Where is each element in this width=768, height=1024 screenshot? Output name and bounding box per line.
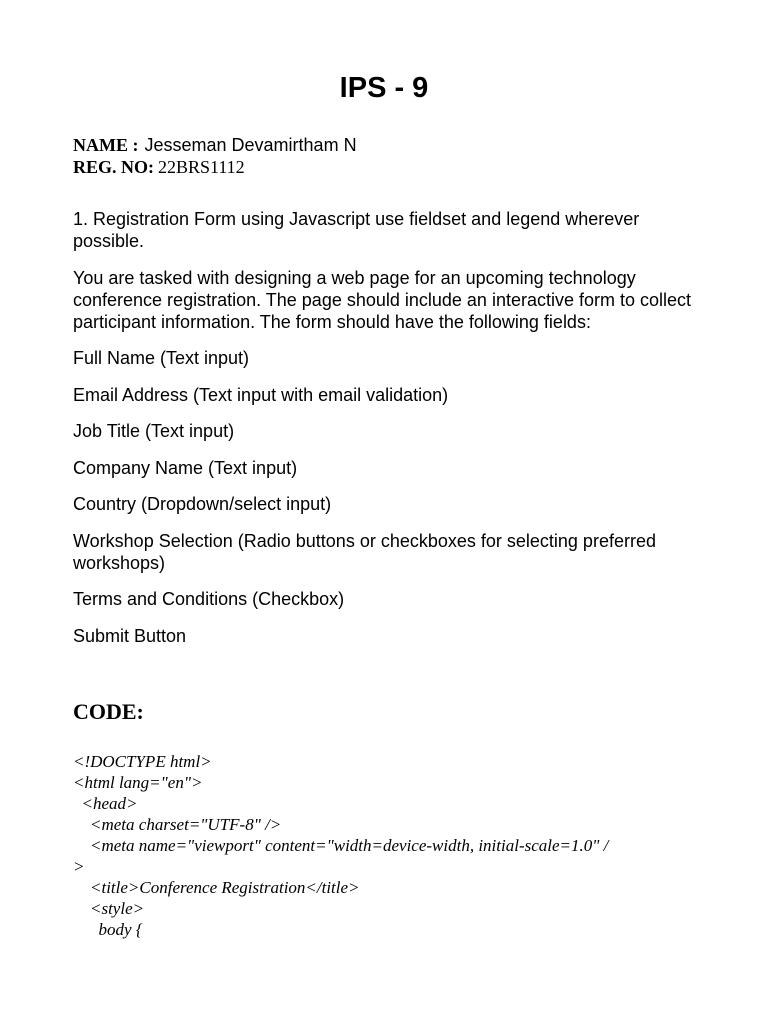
student-info: [73, 134, 357, 178]
task-description: You are tasked with designing a web page for an upcoming technology conference registration. The page should include an interactive form to collect participant information. The form should have the following fields:: [73, 267, 692, 332]
code-line: body {: [73, 920, 143, 939]
code-line: <title>Conference Registration</title>: [73, 878, 360, 897]
reg-value: 22BRS1112: [158, 157, 245, 177]
reg-row: [73, 156, 357, 178]
field-workshop-selection: Workshop Selection (Radio buttons or checkboxes for selecting preferred workshops): [73, 530, 656, 573]
field-company-name: Company Name (Text input): [73, 457, 298, 478]
question-text: [73, 208, 703, 661]
name-label: NAME :: [73, 135, 139, 155]
field-job-title: Job Title (Text input): [73, 421, 235, 441]
page-title: IPS - 9: [339, 72, 429, 104]
code-line: <head>: [73, 794, 138, 813]
question-title: 1. Registration Form using Javascript use fieldset and legend wherever possible.: [73, 209, 640, 251]
field-full-name: Full Name (Text input): [73, 348, 250, 368]
code-line: <!DOCTYPE html>: [73, 752, 212, 771]
code-line: <html lang="en">: [73, 773, 203, 792]
field-email-address: Email Address (Text input with email validation): [73, 384, 449, 405]
code-block: [73, 751, 703, 940]
reg-label: REG. NO:: [73, 157, 154, 177]
code-line: >: [73, 857, 85, 876]
name-value: Jesseman Devamirtham N: [144, 135, 357, 155]
field-submit-button: Submit Button: [73, 625, 187, 646]
code-line: <meta name="viewport" content="width=device-width, initial-scale=1.0" /: [73, 836, 609, 855]
code-heading: CODE:: [73, 699, 144, 724]
code-line: <meta charset="UTF-8" />: [73, 815, 282, 834]
code-line: <style>: [73, 899, 145, 918]
name-row: [73, 134, 357, 156]
field-terms-conditions: Terms and Conditions (Checkbox): [73, 589, 345, 609]
field-country: Country (Dropdown/select input): [73, 494, 332, 514]
